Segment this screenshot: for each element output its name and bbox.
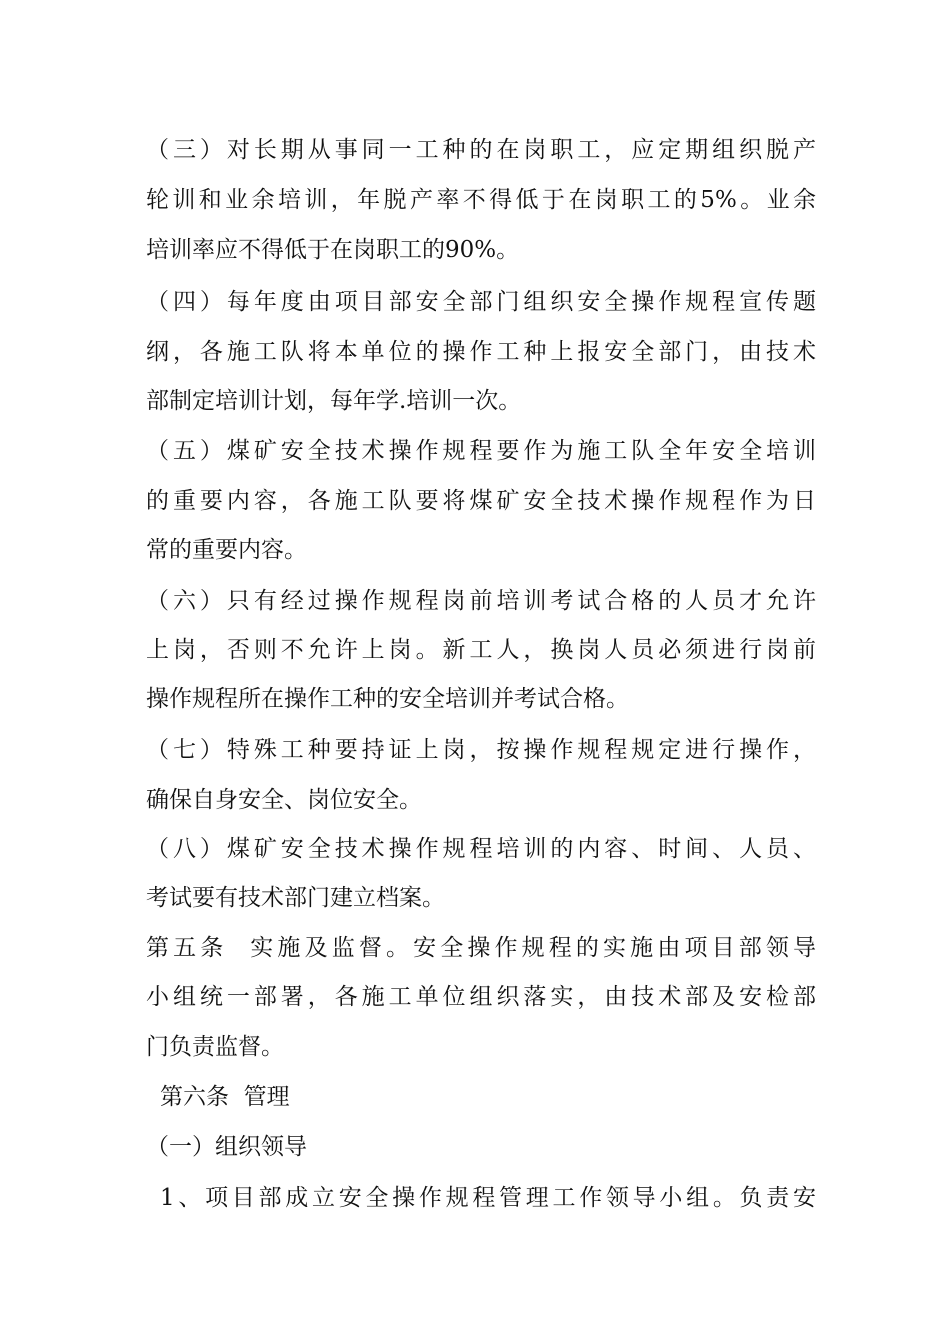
text-line: （四）每年度由项目部安全部门组织安全操作规程宣传题 (146, 289, 816, 315)
text-line: 的重要内容，各施工队要将煤矿安全技术操作规程作为日 (146, 488, 816, 514)
text-line: 轮训和业余培训，年脱产率不得低于在岗职工的5%。业余 (146, 187, 816, 213)
text-line: 培训率应不得低于在岗职工的90%。 (146, 237, 520, 263)
text-line: 部制定培训计划，每年学.培训一次。 (146, 388, 522, 414)
text-line: 小组统一部署，各施工单位组织落实，由技术部及安检部 (146, 984, 816, 1010)
section-heading: 第六条 管理 (160, 1084, 290, 1110)
text-line: （五）煤矿安全技术操作规程要作为施工队全年安全培训 (146, 438, 816, 464)
text-line: 纲，各施工队将本单位的操作工种上报安全部门，由技术 (146, 339, 816, 365)
text-line: （八）煤矿安全技术操作规程培训的内容、时间、人员、 (146, 836, 816, 862)
text-line: 1、项目部成立安全操作规程管理工作领导小组。负责安 (160, 1185, 816, 1211)
text-line: （七）特殊工种要持证上岗，按操作规程规定进行操作， (146, 737, 816, 763)
text-line: 考试要有技术部门建立档案。 (146, 885, 445, 911)
subsection-heading: （一）组织领导 (146, 1134, 307, 1160)
text-line: 门负责监督。 (146, 1034, 284, 1060)
text-line: 第五条 实施及监督。安全操作规程的实施由项目部领导 (146, 935, 816, 961)
text-line: 上岗，否则不允许上岗。新工人，换岗人员必须进行岗前 (146, 637, 816, 663)
text-line: （六）只有经过操作规程岗前培训考试合格的人员才允许 (146, 588, 816, 614)
text-line: 确保自身安全、岗位安全。 (146, 787, 422, 813)
text-line: 常的重要内容。 (146, 537, 307, 563)
text-line: （三）对长期从事同一工种的在岗职工，应定期组织脱产 (146, 137, 816, 163)
text-line: 操作规程所在操作工种的安全培训并考试合格。 (146, 686, 629, 712)
